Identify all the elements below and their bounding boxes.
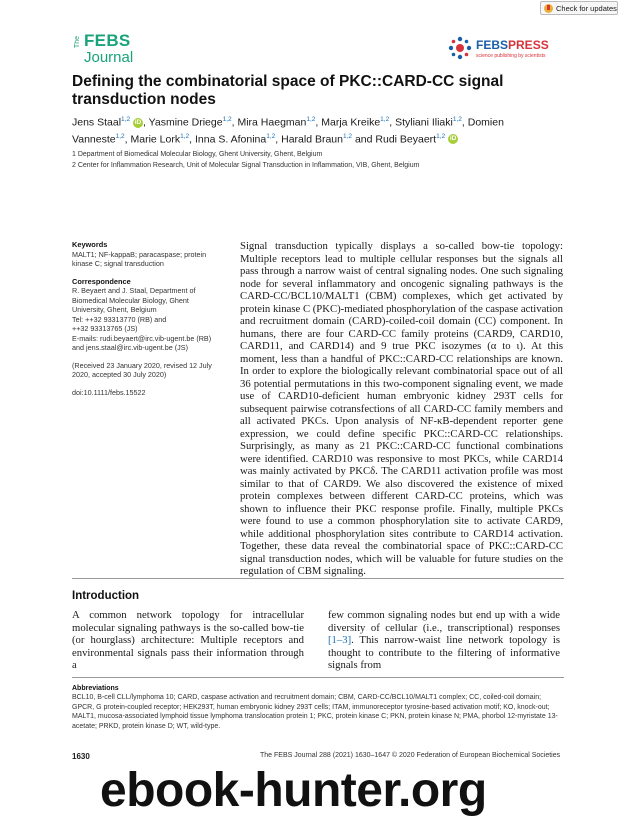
- author-affiliation-sup: 1,2: [222, 116, 232, 123]
- author-affiliation-sup: 1,2: [266, 132, 276, 140]
- publisher-name: FEBSPRESS: [476, 38, 549, 52]
- journal-logo-the: The: [74, 36, 81, 49]
- article-info-sidebar: [72, 240, 222, 397]
- orcid-icon[interactable]: iD: [134, 118, 142, 126]
- section-divider: [72, 578, 564, 579]
- doi-link[interactable]: doi:10.1111/febs.15522: [72, 387, 146, 397]
- watermark: ebook-hunter.org: [100, 764, 487, 817]
- author-name: Inna S. Afonina: [194, 133, 267, 145]
- article-title: Defining the combinatorial space of PKC::CARD-CC signal transduction nodes: [72, 73, 504, 108]
- crossmark-icon: [544, 4, 553, 13]
- author-affiliation-sup: 1,2: [380, 116, 390, 123]
- author-affiliation-sup: 1,2: [115, 132, 125, 140]
- author-name: Yasmine Driege: [148, 116, 223, 129]
- author-affiliation-sup: 1,2: [452, 116, 462, 123]
- author-name: Marie Lork: [130, 133, 181, 145]
- journal-footer: The FEBS Journal 288 (2021) 1630–1647 © 2020 Federation of European Biochemical Societies: [260, 752, 561, 759]
- author-name: Jens Staal: [72, 116, 122, 129]
- correspondence-line: R. Beyaert and J. Staal, Department of: [72, 286, 196, 295]
- received-dates: (Received 23 January 2020, revised 12 July 2020, accepted 30 July 2020): [72, 360, 212, 379]
- author-affiliation-sup: 1,2: [180, 132, 190, 140]
- correspondence-email[interactable]: and jens.staal@irc.vib-ugent.be (JS): [72, 343, 188, 352]
- journal-logo: [72, 28, 144, 68]
- author-affiliation-sup: 1,2: [121, 116, 131, 123]
- publisher-logo: [448, 36, 558, 64]
- intro-left-column: A common network topology for intracellular molecular signaling pathways is the so-called bow-tie (or hourglass) architecture: Multiple receptors and environmental signals pass their information through a: [72, 609, 304, 672]
- author-name: Rudi Beyaert: [375, 133, 437, 145]
- correspondence-line: ++32 93313765 (JS): [72, 324, 138, 333]
- abbreviations-box: [72, 677, 564, 731]
- abstract-text: Signal transduction typically displays a so-called bow-tie topology: Multiple receptors lead to multiple cellular responses but the signals all pass through a narrow waist of central signaling nodes. One such signaling node for several inflammatory and oncogenic signaling pathways is the CARD-CC/BCL10/MALT1 (CBM) complexes, which get activated by protein kinase C (PKC)-mediated phosphorylation of the caspase activation and recruitment domain (CARD)-coiled-coil domain (CC) component. In humans, there are four CARD-CC family proteins (CARD9, CARD10, CARD11, and CARD14) and 9 true PKC isozymes (α to ι). At this moment, less than a handful of PKC::CARD-CC relationships are known. In order to explore the biologically relevant combinatorial space out of all 36 potential permutations in this two-component signaling event, we made use of CARD10-deficient human embryonic kidney 293T cells for subsequent pairwise cotransfections of all CARD-CC family members and all activated PKCs. Upon analysis of NF-κB-dependent reporter gene expression, we could define specific PKC::CARD-CC relationships. Surprisingly, as many as 21 PKC::CARD-CC functional combinations were identified. CARD10 was responsive to most PKCs, while CARD14 was mainly activated by PKCδ. The CARD11 activation profile was most similar to that of CARD9. We also discovered the existence of mixed protein complexes between different CARD-CC proteins, which was shown to influence their PKC response profile. Finally, multiple PKCs were found to use a common phosphorylation site to activate CARD9, while additional phosphorylation sites contribute to CARD14 activation. Together, these data reveal the combinatorial space of PKC::CARD-CC signal transduction nodes, which will be valuable for future studies on the regulation of CBM signaling.: [240, 240, 563, 577]
- correspondence-heading: Correspondence: [72, 276, 131, 286]
- author-name: Harald Braun: [281, 133, 343, 145]
- check-for-updates-badge[interactable]: [540, 1, 618, 15]
- author-name: Styliani Iliaki: [395, 116, 453, 129]
- correspondence-line: University, Ghent, Belgium: [72, 305, 157, 314]
- introduction-heading: Introduction: [72, 590, 140, 602]
- journal-logo-journal: Journal: [84, 49, 134, 66]
- publisher-dots-icon: [448, 36, 472, 60]
- author-affiliation-sup: 1,2: [306, 116, 316, 123]
- correspondence-line: Biomedical Molecular Biology, Ghent: [72, 295, 189, 305]
- journal-logo-febs: FEBS: [84, 31, 131, 50]
- check-for-updates-label: Check for updates: [556, 3, 617, 13]
- author-list: Jens Staal$^{1,2}$ iD , Yasmine Driege$^{1,2}$, Mira Haegman$^{1,2}$, Marja Kreike$^{1,2}$, Styliani Iliaki$^{1,2}$, Domien Vanneste$^{1,2}$, Marie Lork$^{1,2}$, Inna S. Afonina$^{1,2}$, Harald Braun$^{1,2}$ and Rudi Beyaert$^{1,2}$ iD: [72, 116, 504, 145]
- correspondence-email[interactable]: E-mails: rudi.beyaert@irc.vib-ugent.be (RB): [72, 333, 212, 343]
- keywords-heading: Keywords: [72, 240, 108, 249]
- author-affiliation-sup: 1,2: [342, 132, 353, 140]
- orcid-icon[interactable]: iD: [449, 135, 457, 143]
- abbreviations-heading: Abbreviations: [72, 685, 119, 692]
- keywords-text: MALT1; NF-kappaB; paracaspase; protein kinase C; signal transduction: [72, 249, 207, 268]
- author-name: Mira Haegman: [237, 116, 307, 129]
- reference-link[interactable]: [1–3]: [328, 634, 352, 647]
- author-affiliation-sup: 1,2: [436, 132, 446, 140]
- affiliation-2: 2 Center for Inflammation Research, Unit of Molecular Signal Transduction in Inflammation, VIB, Ghent, Belgium: [72, 162, 420, 169]
- abbreviations-text: BCL10, B-cell CLL/lymphoma 10; CARD, caspase activation and recruitment domain; CBM, CARD-CC/BCL10/MALT1 complex; CC, coiled-coil domain; GPCR, G protein-coupled receptor; HEK293T, human embryonic kidney 293T cells; ITAM, immunoreceptor tyrosine-based activation motif; KO, knock-out; MALT1, mucosa-associated lymphoid tissue lymphoma translocation protein 1; PKC, protein kinase C; PKN, protein kinase N; PMA, phorbol 12-myristate 13-acetate; PRKD, protein kinase D; WT, wild-type.: [72, 694, 558, 730]
- page-number: 1630: [72, 752, 90, 761]
- correspondence-line: Tel: ++32 93313770 (RB) and: [72, 314, 167, 324]
- affiliation-1: 1 Department of Biomedical Molecular Biology, Ghent University, Ghent, Belgium: [72, 151, 323, 158]
- intro-right-column: few common signaling nodes but end up with a wide diversity of cellular (i.e., transcriptional) responses [1–3]. This narrow-waist line network topology is thought to contribute to the filtering of informative signals from: [328, 609, 560, 672]
- author-name: Domien Vanneste: [72, 116, 504, 145]
- publisher-tagline: science publishing by scientists: [476, 53, 546, 59]
- author-name: Marja Kreike: [321, 116, 381, 129]
